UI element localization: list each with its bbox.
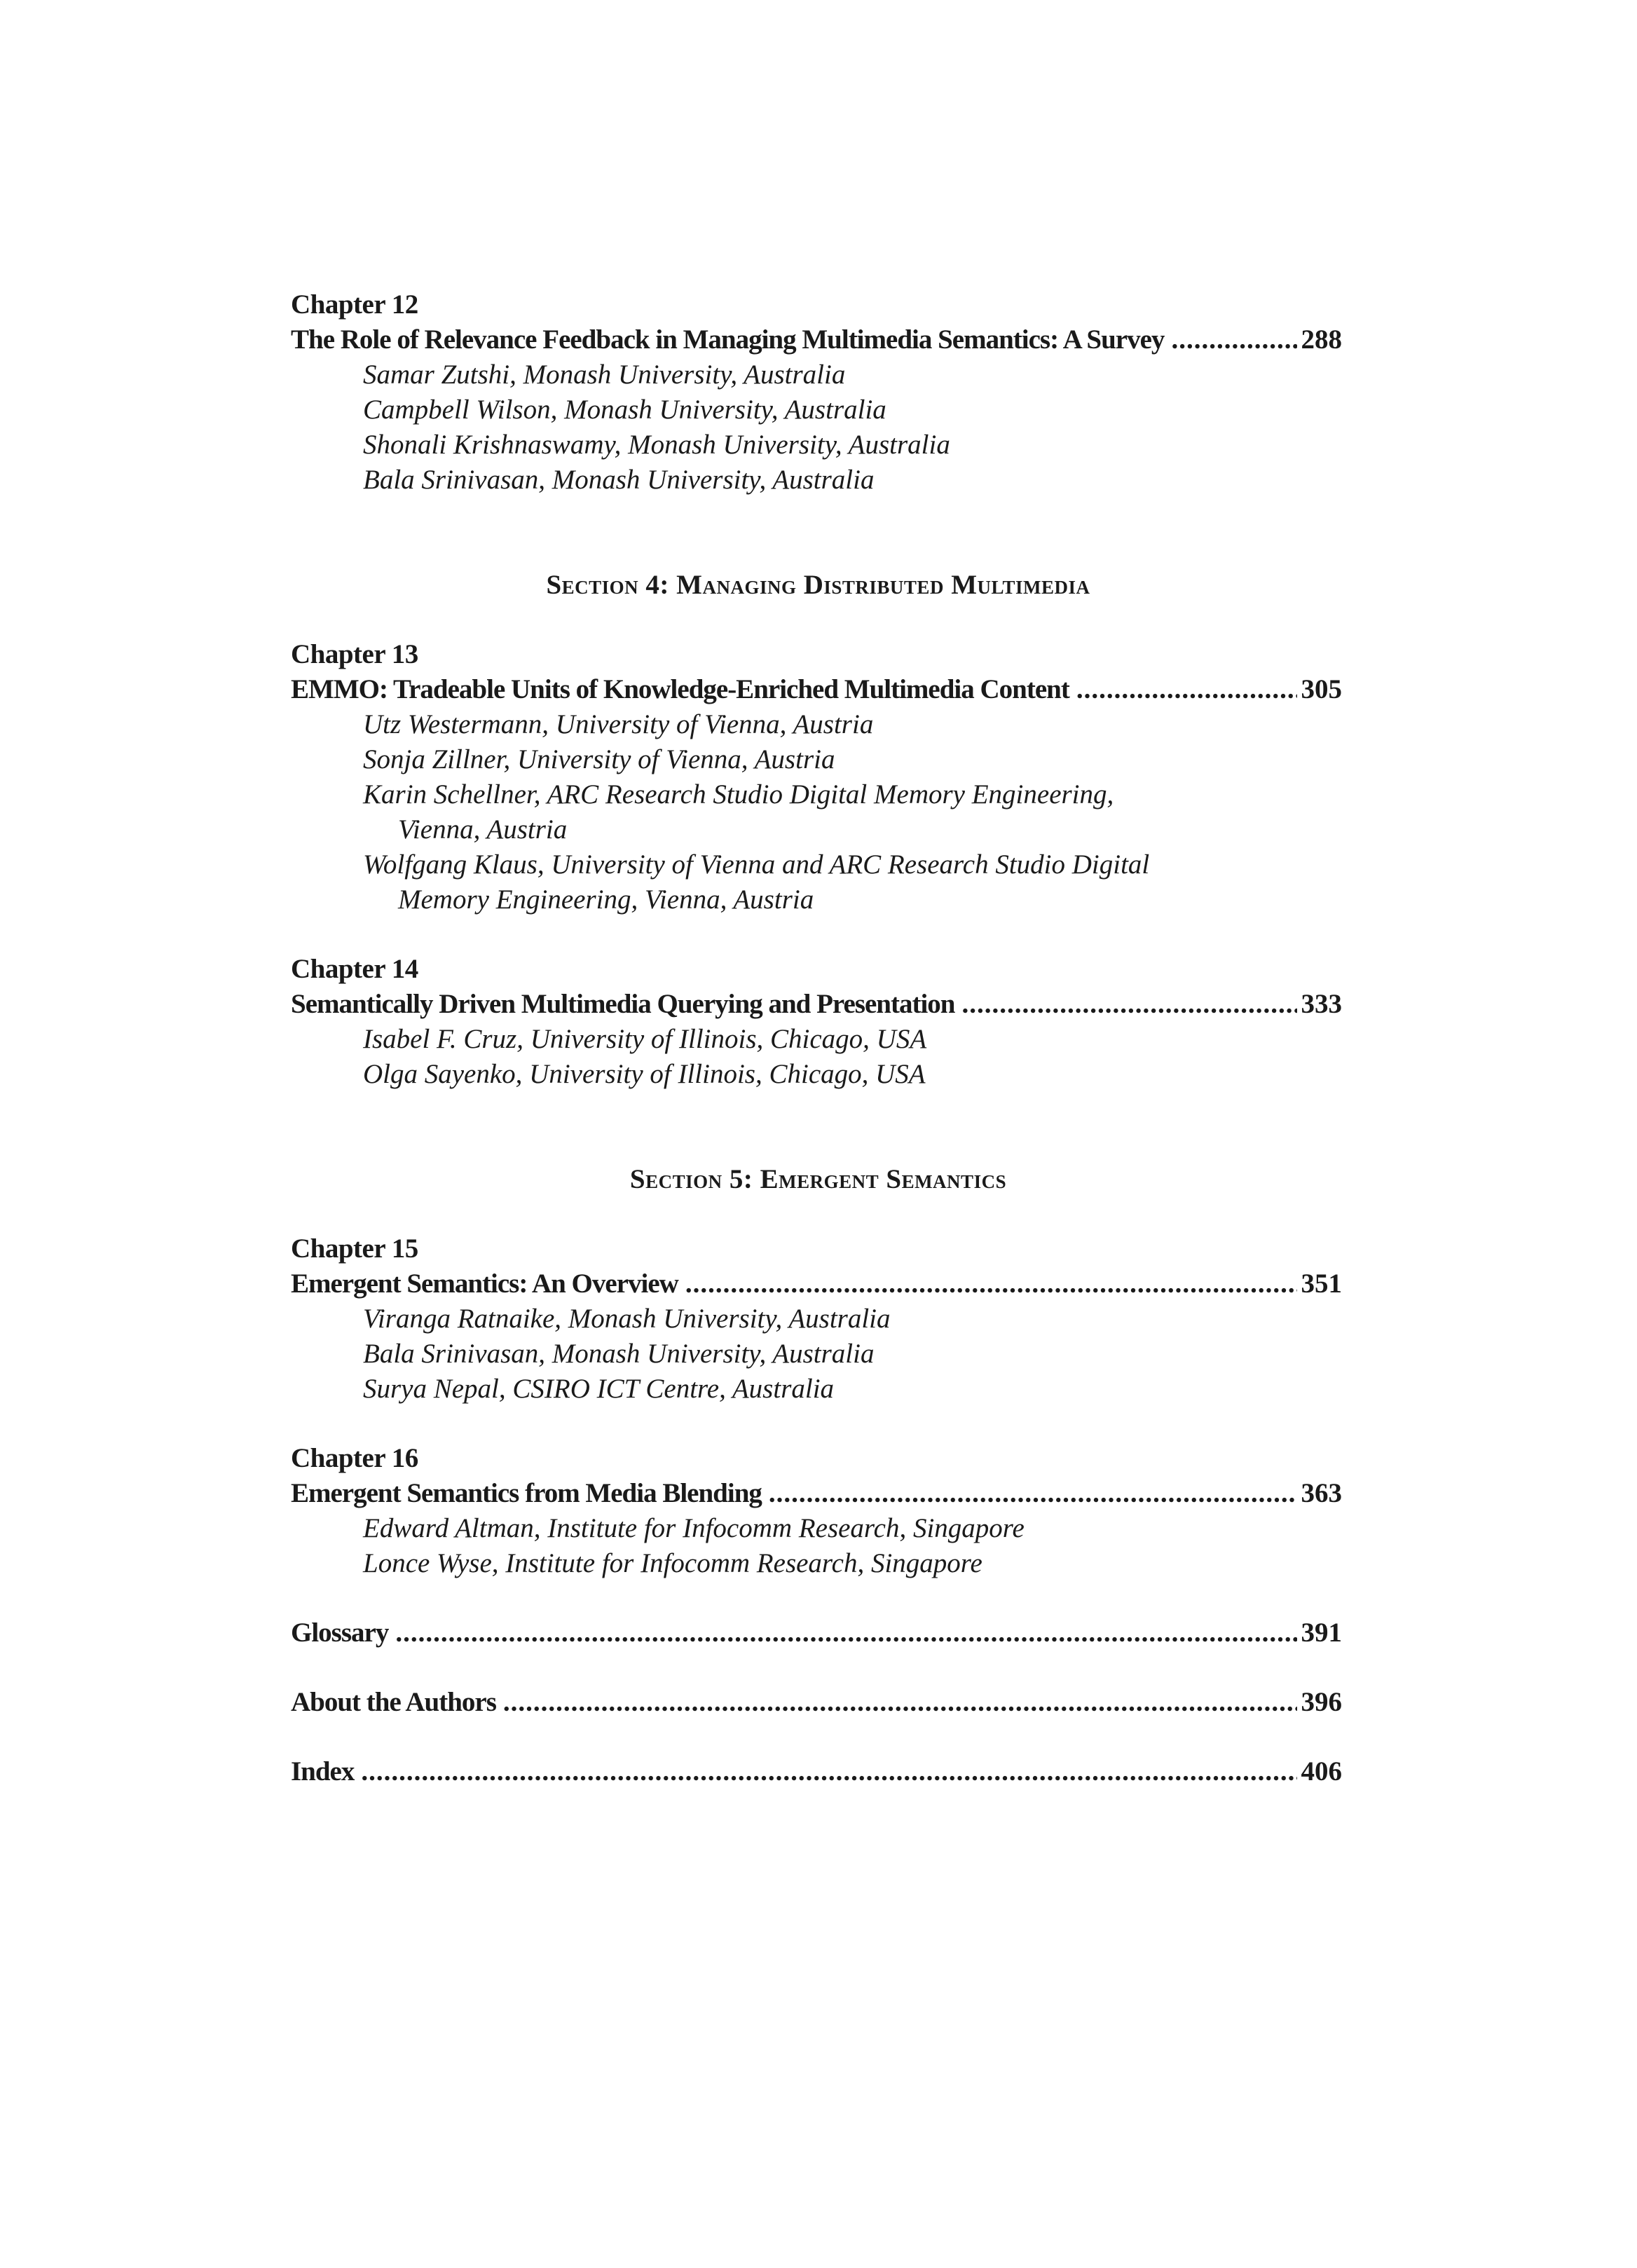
dot-leader xyxy=(685,1266,1297,1302)
dot-leader xyxy=(1076,672,1297,707)
dot-leader xyxy=(395,1615,1296,1651)
author-line: Olga Sayenko, University of Illinois, Chicago, USA xyxy=(363,1059,926,1089)
chapter-title: Semantically Driven Multimedia Querying and Presentation xyxy=(291,989,955,1019)
chapter-title-line[interactable] xyxy=(291,987,1342,1022)
page-number: 333 xyxy=(1301,989,1342,1019)
author-line: Bala Srinivasan, Monash University, Australia xyxy=(363,465,875,495)
page-number: 351 xyxy=(1301,1269,1342,1299)
chapter-label: Chapter 15 xyxy=(291,1234,418,1264)
page-number: 305 xyxy=(1301,674,1342,704)
toc-entry-index[interactable] xyxy=(291,1754,1342,1789)
author-continuation: Vienna, Austria xyxy=(398,814,568,845)
spacer xyxy=(291,1720,1342,1754)
page-number: 288 xyxy=(1301,325,1342,355)
page-number: 406 xyxy=(1301,1756,1342,1787)
author-line: Utz Westermann, University of Vienna, Austria xyxy=(363,709,874,739)
chapter-label: Chapter 12 xyxy=(291,289,418,320)
spacer xyxy=(291,1092,1342,1162)
chapter-label: Chapter 16 xyxy=(291,1443,418,1473)
toc-entry-chapter-16 xyxy=(291,1441,1342,1581)
author-line xyxy=(291,847,1342,917)
dot-leader xyxy=(361,1754,1296,1789)
author-text: Wolfgang Klaus, University of Vienna and ARC Research Studio Digital xyxy=(363,849,1150,880)
chapter-title: The Role of Relevance Feedback in Managing Multimedia Semantics: A Survey xyxy=(291,325,1165,355)
author-line: Bala Srinivasan, Monash University, Australia xyxy=(363,1339,875,1369)
author-continuation: Memory Engineering, Vienna, Austria xyxy=(398,884,814,915)
spacer xyxy=(291,1197,1342,1231)
toc-page xyxy=(291,287,1342,1789)
author-line: Surya Nepal, CSIRO ICT Centre, Australia xyxy=(363,1374,835,1404)
entry-title: Glossary xyxy=(291,1618,389,1648)
toc-entry-chapter-13 xyxy=(291,637,1342,917)
author-line: Shonali Krishnaswamy, Monash University, Australia xyxy=(363,430,950,460)
chapter-title: EMMO: Tradeable Units of Knowledge-Enriched Multimedia Content xyxy=(291,674,1069,704)
spacer xyxy=(291,917,1342,952)
entry-title: About the Authors xyxy=(291,1687,496,1717)
author-line: Campbell Wilson, Monash University, Australia xyxy=(363,395,886,425)
spacer xyxy=(291,1581,1342,1615)
author-line: Samar Zutshi, Monash University, Australia xyxy=(363,360,846,390)
chapter-title-line[interactable] xyxy=(291,1476,1342,1511)
page-number: 391 xyxy=(1301,1618,1342,1648)
entry-title: Index xyxy=(291,1756,355,1787)
chapter-label: Chapter 14 xyxy=(291,954,418,984)
author-line: Lonce Wyse, Institute for Infocomm Research, Singapore xyxy=(363,1548,982,1578)
dot-leader xyxy=(503,1685,1297,1720)
chapter-title: Emergent Semantics from Media Blending xyxy=(291,1478,762,1508)
page-number: 363 xyxy=(1301,1478,1342,1508)
dot-leader xyxy=(962,987,1297,1022)
section-heading-5: Section 5: Emergent Semantics xyxy=(629,1164,1007,1194)
dot-leader xyxy=(769,1476,1297,1511)
chapter-title: Emergent Semantics: An Overview xyxy=(291,1269,678,1299)
chapter-title-line[interactable] xyxy=(291,322,1342,357)
page-number: 396 xyxy=(1301,1687,1342,1717)
spacer xyxy=(291,1407,1342,1441)
dot-leader xyxy=(1171,322,1296,357)
author-line: Edward Altman, Institute for Infocomm Research, Singapore xyxy=(363,1513,1025,1543)
chapter-title-line[interactable] xyxy=(291,672,1342,707)
toc-entry-chapter-15 xyxy=(291,1231,1342,1407)
spacer xyxy=(291,498,1342,568)
author-line: Sonja Zillner, University of Vienna, Austria xyxy=(363,744,835,774)
chapter-title-line[interactable] xyxy=(291,1266,1342,1302)
author-text: Karin Schellner, ARC Research Studio Digital Memory Engineering, xyxy=(363,779,1114,809)
toc-entry-glossary[interactable] xyxy=(291,1615,1342,1651)
toc-entry-chapter-14 xyxy=(291,952,1342,1092)
spacer xyxy=(291,603,1342,637)
spacer xyxy=(291,1651,1342,1685)
toc-entry-chapter-12 xyxy=(291,287,1342,498)
author-line xyxy=(291,777,1342,847)
section-heading-4: Section 4: Managing Distributed Multimedia xyxy=(546,570,1090,600)
chapter-label: Chapter 13 xyxy=(291,639,418,669)
toc-entry-about-authors[interactable] xyxy=(291,1685,1342,1720)
author-line: Isabel F. Cruz, University of Illinois, Chicago, USA xyxy=(363,1024,927,1054)
author-line: Viranga Ratnaike, Monash University, Australia xyxy=(363,1304,891,1334)
